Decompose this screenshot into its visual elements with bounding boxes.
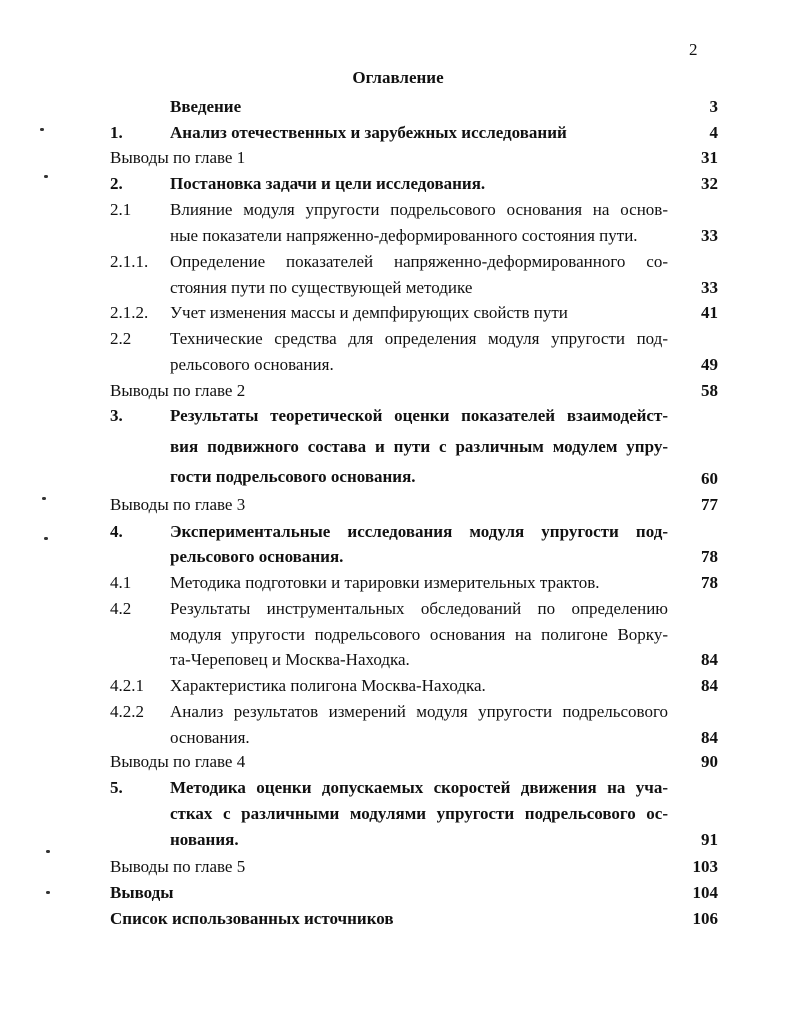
toc-entry-number: 4.2.1 xyxy=(110,676,144,695)
toc-entry-text: Влияние модуля упругости подрельсового основания на основ- xyxy=(170,200,668,219)
toc-entry-text: ные показатели напряженно-деформированного состояния пути. xyxy=(170,226,638,245)
toc-entry-page: 78 xyxy=(701,547,718,566)
toc-entry-page: 104 xyxy=(692,883,718,902)
toc-entry-text: Характеристика полигона Москва-Находка. xyxy=(170,676,486,695)
toc-entry-page: 84 xyxy=(701,728,718,747)
page-number: 2 xyxy=(689,40,698,59)
toc-entry-text: Определение показателей напряженно-деформированного со- xyxy=(170,252,668,271)
toc-entry-text: нования. xyxy=(170,830,239,849)
toc-entry-text: Выводы по главе 5 xyxy=(110,857,246,876)
toc-entry-page: 32 xyxy=(701,174,718,193)
toc-entry-text: гости подрельсового основания. xyxy=(170,467,416,486)
toc-entry-number: 2.1.1. xyxy=(110,252,149,271)
toc-entry-text: Выводы по главе 2 xyxy=(110,381,246,400)
toc-entry-text: стояния пути по существующей методике xyxy=(170,278,473,297)
toc-entry-page: 41 xyxy=(701,303,718,322)
toc-entry-text: основания. xyxy=(170,728,250,747)
toc-entry-page: 106 xyxy=(692,909,718,928)
toc-entry-page: 77 xyxy=(701,495,718,514)
toc-entry-page: 4 xyxy=(709,123,718,142)
toc-entry-text: Введение xyxy=(170,97,242,116)
toc-title: Оглавление xyxy=(352,68,444,87)
toc-entry-text: Постановка задачи и цели исследования. xyxy=(170,174,486,193)
toc-entry-page: 78 xyxy=(701,573,718,592)
toc-entry-text: Анализ отечественных и зарубежных исследований xyxy=(170,123,567,142)
scan-artifact xyxy=(46,850,50,853)
toc-entry-text: та-Череповец и Москва-Находка. xyxy=(170,650,410,669)
toc-entry-text: Экспериментальные исследования модуля упругости под- xyxy=(170,522,668,541)
toc-entry-page: 33 xyxy=(701,226,718,245)
toc-entry-text: Выводы по главе 1 xyxy=(110,148,246,167)
toc-entry-text: Технические средства для определения модуля упругости под- xyxy=(170,329,668,348)
toc-entry-number: 2.1.2. xyxy=(110,303,149,322)
toc-entry-page: 31 xyxy=(701,148,718,167)
toc-entry-number: 5. xyxy=(110,778,123,797)
toc-entry-page: 58 xyxy=(701,381,718,400)
toc-entry-text: Выводы xyxy=(110,883,174,902)
toc-entry-text: Выводы по главе 4 xyxy=(110,752,246,771)
toc-entry-text: Результаты инструментальных обследований по определению xyxy=(170,599,668,618)
toc-entry-number: 4.2.2 xyxy=(110,702,144,721)
toc-entry-page: 3 xyxy=(709,97,718,116)
toc-entry-number: 4. xyxy=(110,522,123,541)
toc-entry-text: Учет изменения массы и демпфирующих свойств пути xyxy=(170,303,568,322)
toc-entry-text: Методика оценки допускаемых скоростей движения на уча- xyxy=(170,778,668,797)
toc-entry-text: вия подвижного состава и пути с различным модулем упру- xyxy=(170,437,668,456)
toc-entry-page: 90 xyxy=(701,752,718,771)
toc-entry-text: Анализ результатов измерений модуля упругости подрельсового xyxy=(170,702,668,721)
scan-artifact xyxy=(44,175,48,178)
toc-entry-text: Результаты теоретической оценки показателей взаимодейст- xyxy=(170,406,668,425)
toc-entry-text: стках с различными модулями упругости подрельсового ос- xyxy=(170,804,668,823)
toc-entry-number: 2.1 xyxy=(110,200,132,219)
toc-entry-page: 33 xyxy=(701,278,718,297)
toc-entry-text: рельсового основания. xyxy=(170,355,334,374)
toc-entry-number: 4.1 xyxy=(110,573,132,592)
toc-entry-number: 2. xyxy=(110,174,123,193)
scan-artifact xyxy=(42,497,46,500)
toc-entry-number: 1. xyxy=(110,123,123,142)
toc-entry-page: 84 xyxy=(701,650,718,669)
toc-entry-page: 103 xyxy=(692,857,718,876)
toc-entry-number: 2.2 xyxy=(110,329,132,348)
toc-entry-text: Методика подготовки и тарировки измерительных трактов. xyxy=(170,573,600,592)
scan-artifact xyxy=(44,537,48,540)
scan-artifact xyxy=(40,128,44,131)
toc-entry-page: 84 xyxy=(701,676,718,695)
toc-entry-text: Список использованных источников xyxy=(110,909,394,928)
toc-entry-text: модуля упругости подрельсового основания на полигоне Ворку- xyxy=(170,625,668,644)
toc-entry-text: Выводы по главе 3 xyxy=(110,495,246,514)
toc-entry-page: 49 xyxy=(701,355,718,374)
toc-entry-page: 91 xyxy=(701,830,718,849)
toc-entry-text: рельсового основания. xyxy=(170,547,344,566)
toc-entry-number: 4.2 xyxy=(110,599,132,618)
toc-entry-number: 3. xyxy=(110,406,123,425)
scan-artifact xyxy=(46,891,50,894)
toc-entry-page: 60 xyxy=(701,469,718,488)
